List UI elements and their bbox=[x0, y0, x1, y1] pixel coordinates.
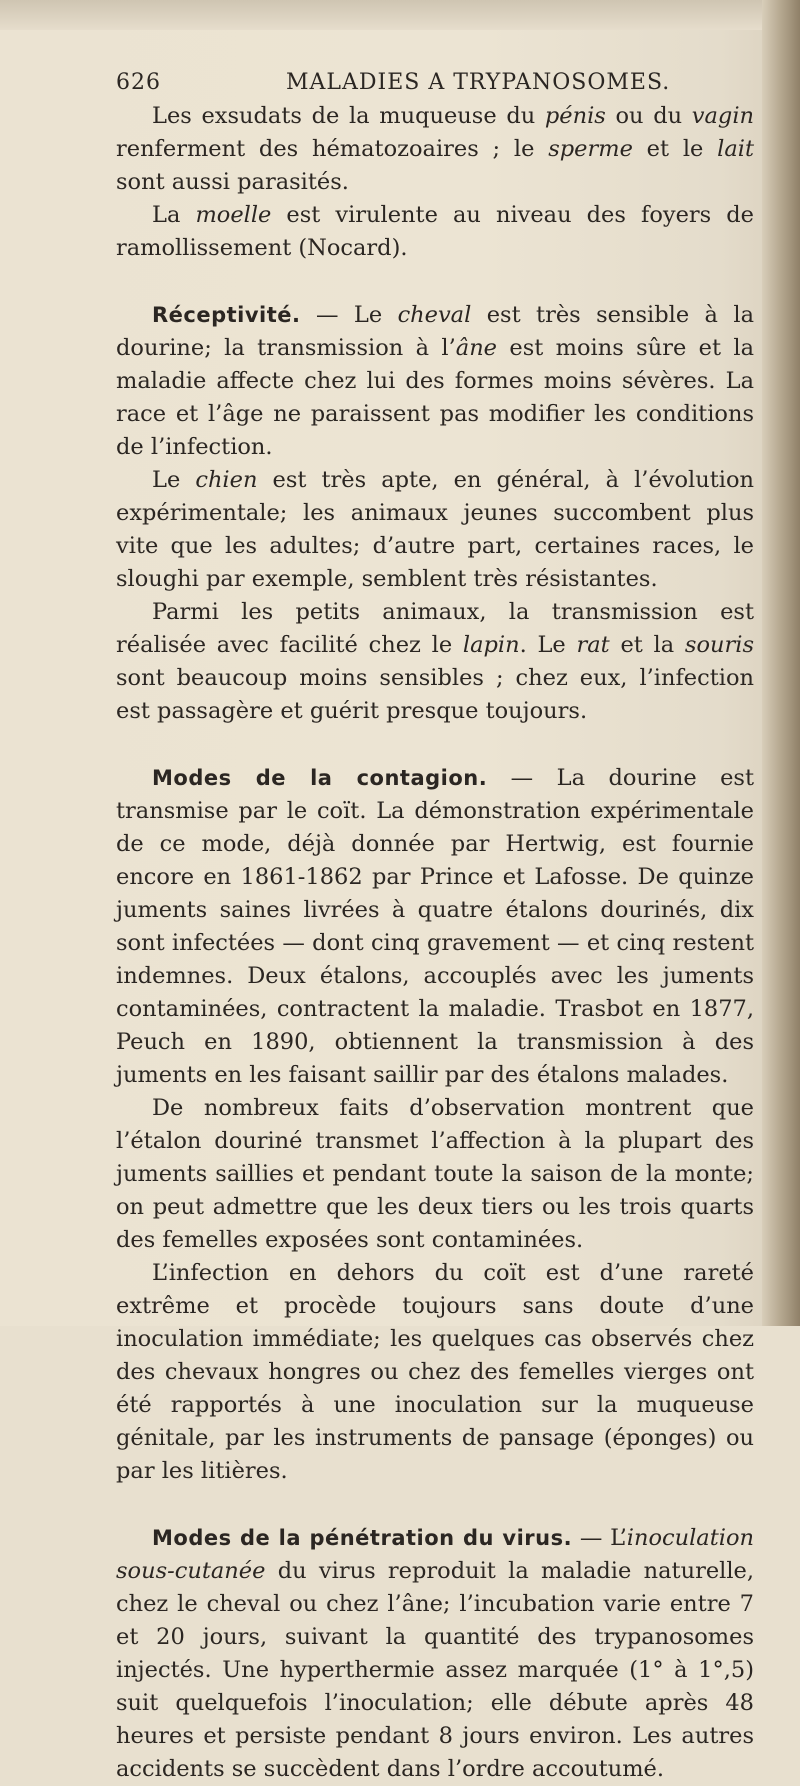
paragraph-chien: Le chien est très apte, en général, à l’évolution expérimentale; les animaux jeunes succombent plus vite que les adultes; d’autre part, certaines races, le sloughi par exemple, semblent très résistantes. bbox=[116, 467, 754, 592]
section-title-receptivite: Réceptivité. bbox=[152, 303, 301, 327]
page-number: 626 bbox=[116, 70, 161, 95]
page-binding-edge bbox=[762, 0, 800, 1326]
section-title-penetration: Modes de la pénétration du virus. bbox=[152, 1526, 573, 1550]
page-top-shadow bbox=[0, 0, 800, 30]
section-title-contagion: Modes de la contagion. bbox=[152, 766, 488, 790]
paragraph-receptivite: Réceptivité. — Le cheval est très sensible à la dourine; la transmission à l’âne est moins sûre et la maladie affecte chez lui des formes moins sévères. La race et l’âge ne paraissent pas modifier les conditions de l’infection. bbox=[116, 302, 755, 460]
paragraph-contagion: Modes de la contagion. — La dourine est transmise par le coït. La démonstration expérimentale de ce mode, déjà donnée par Hertwig, est fournie encore en 1861-1862 par Prince et Lafosse. De quinze juments saines livrées à quatre étalons dourinés, dix sont infectées — dont cinq gravement — et cinq restent indemnes. Deux étalons, accouplés avec les juments contaminées, contractent la maladie. Trasbot en 1877, Peuch en 1890, obtiennent la transmission à des juments en les faisant saillir par des étalons malades. bbox=[116, 765, 754, 1088]
paragraph-petits-animaux: Parmi les petits animaux, la transmission est réalisée avec facilité chez le lapin. Le rat et la souris sont beaucoup moins sensibles ; chez eux, l’infection est passagère et guérit presque toujours. bbox=[116, 599, 754, 724]
running-header bbox=[116, 62, 716, 102]
paragraph-exsudats: Les exsudats de la muqueuse du pénis ou du vagin renferment des hématozoaires ; le sperme et le lait sont aussi parasités. bbox=[116, 103, 755, 195]
paragraph-penetration: Modes de la pénétration du virus. — L’inoculation sous-cutanée du virus reproduit la maladie naturelle, chez le cheval ou chez l’âne; l’incubation varie entre 7 et 20 jours, suivant la quantité des trypanosomes injectés. Une hyperthermie assez marquée (1° à 1°,5) suit quelquefois l’inoculation; elle débute après 48 heures et persiste pendant 8 jours environ. Les autres accidents se succèdent dans l’ordre accoutumé. bbox=[116, 1525, 754, 1782]
paragraph-moelle: La moelle est virulente au niveau des foyers de ramollissement (Nocard). bbox=[116, 202, 754, 261]
paragraph-infection-hors-coit: L’infection en dehors du coït est d’une rareté extrême et procède toujours sans doute d’une inoculation immédiate; les quelques cas observés chez des chevaux hongres ou chez des femelles vierges ont été rapportés à une inoculation sur la muqueuse génitale, par les instruments de pansage (éponges) ou par les litières. bbox=[116, 1260, 754, 1484]
running-title: MALADIES A TRYPANOSOMES. bbox=[286, 70, 671, 95]
page-body bbox=[116, 100, 754, 1786]
paragraph-observation: De nombreux faits d’observation montrent que l’étalon douriné transmet l’affection à la plupart des juments saillies et pendant toute la saison de la monte; on peut admettre que les deux tiers ou les trois quarts des femelles exposées sont contaminées. bbox=[116, 1095, 754, 1253]
